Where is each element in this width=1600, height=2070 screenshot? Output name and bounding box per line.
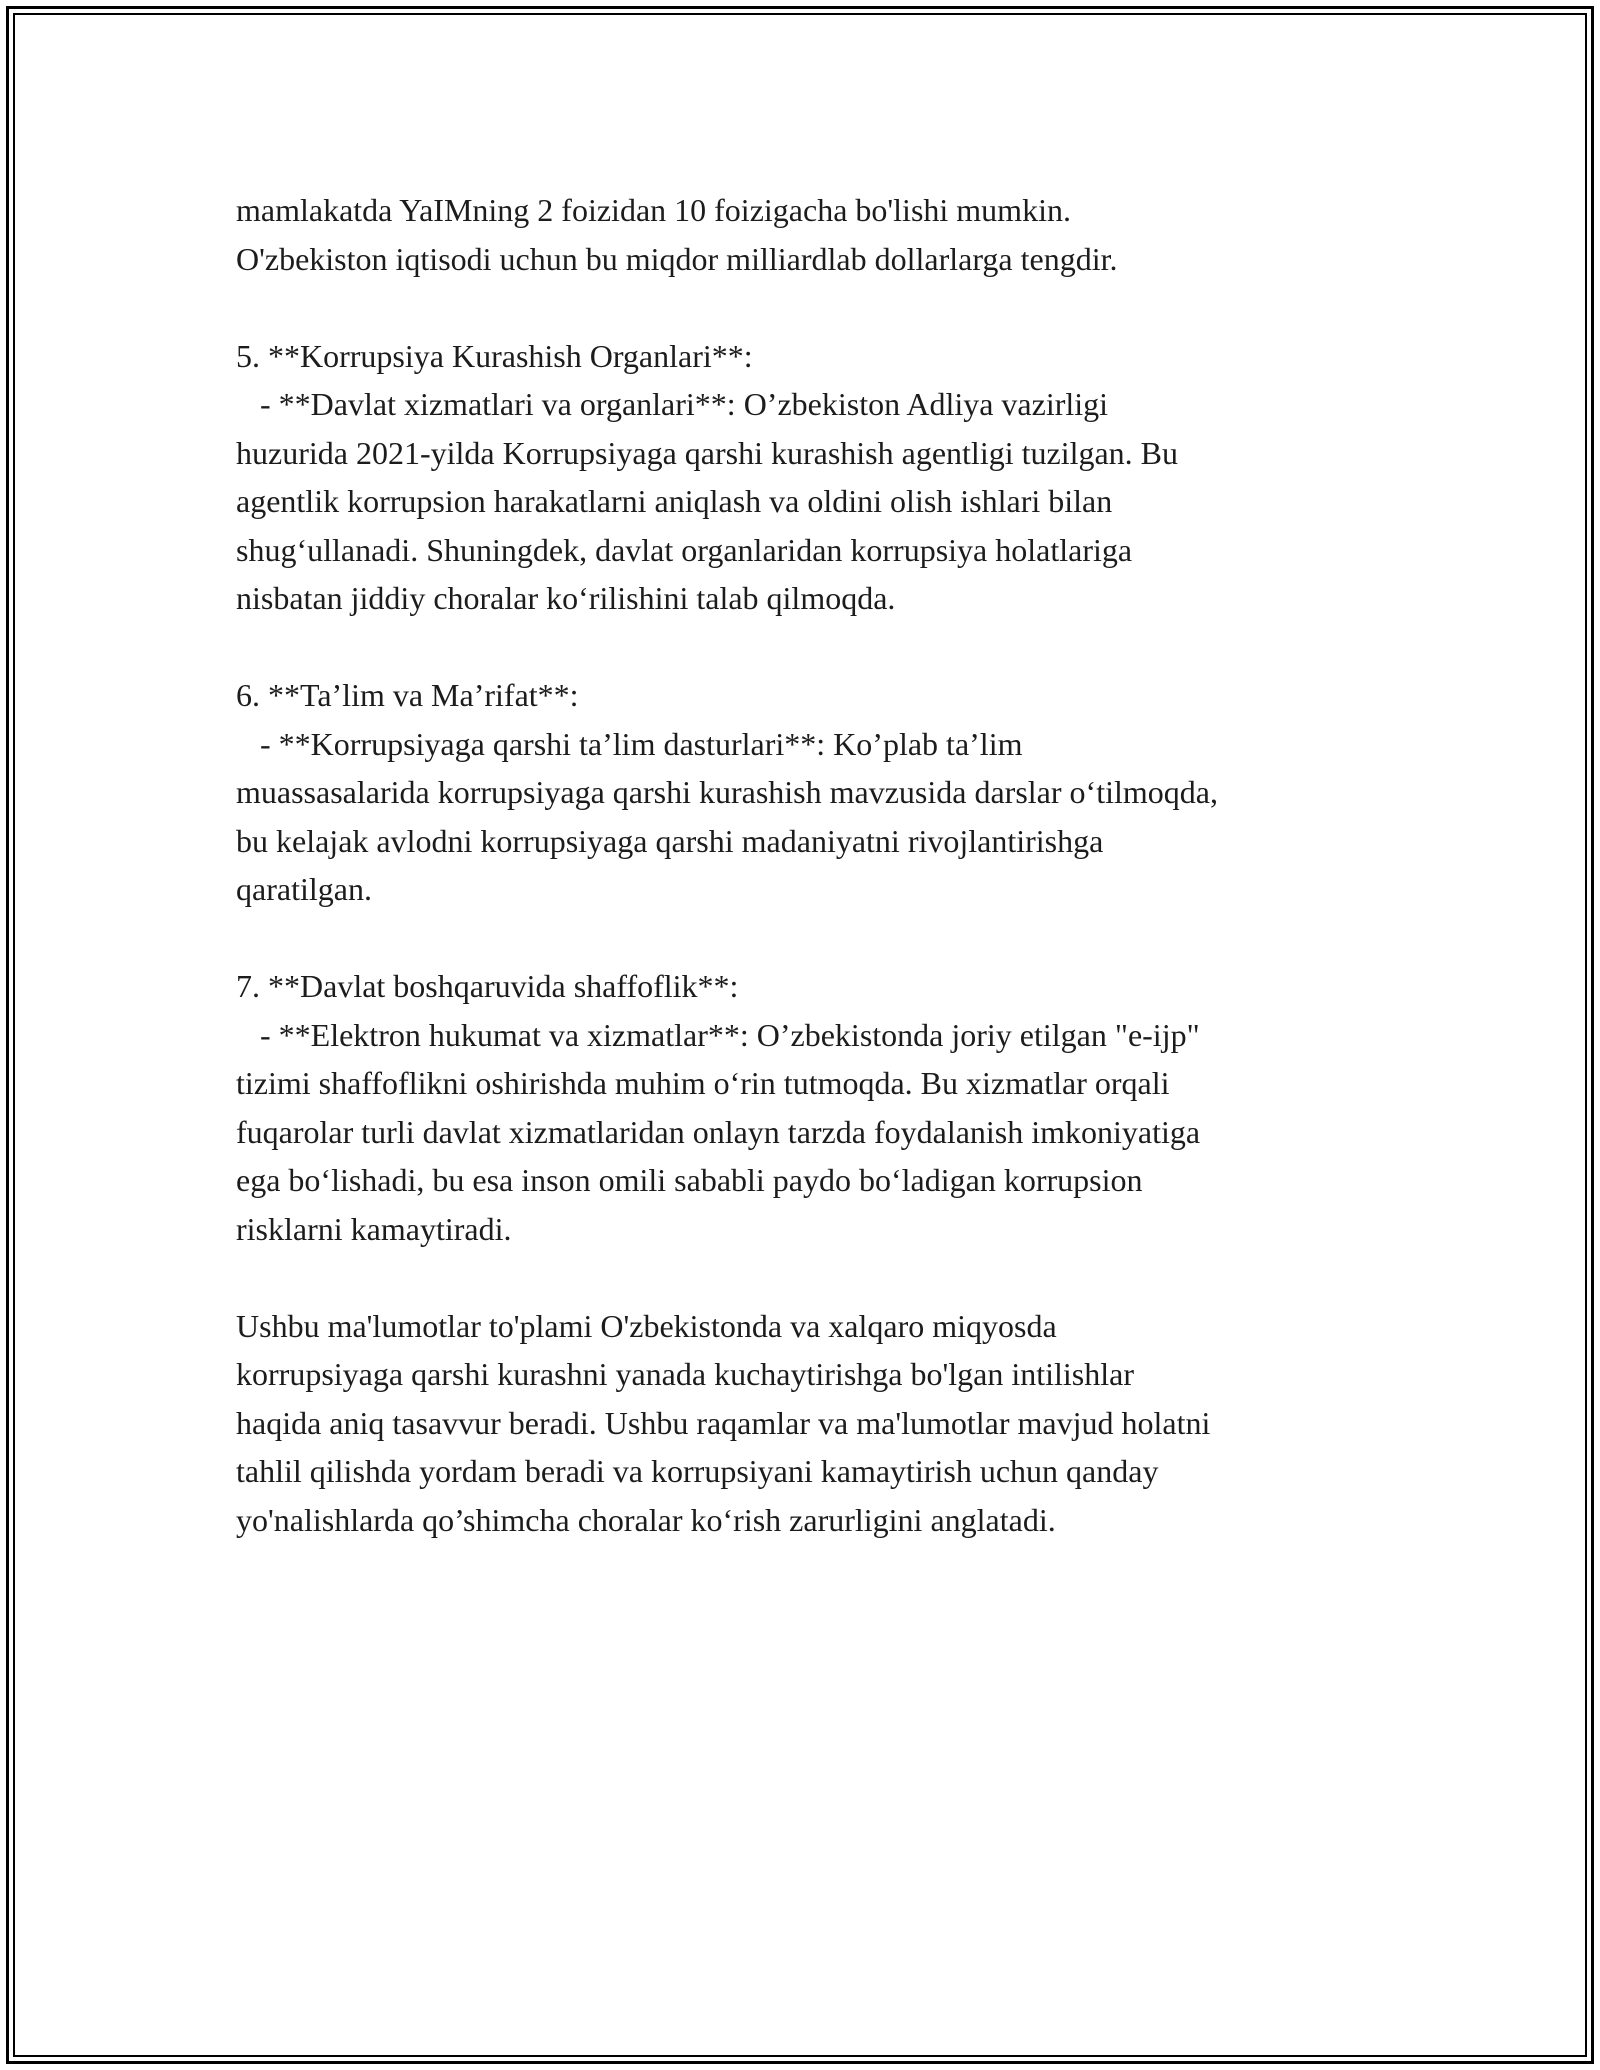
text-line: haqida aniq tasavvur beradi. Ushbu raqamlar va ma'lumotlar mavjud holatni [236,1404,1211,1441]
text-line: agentlik korrupsion harakatlarni aniqlash va oldini olish ishlari bilan [236,483,1113,519]
section-6 [236,671,1396,914]
conclusion-paragraph [236,1302,1396,1545]
paragraph-spacer [236,623,1396,672]
intro-paragraph [236,186,1396,283]
text-line: muassasalarida korrupsiyaga qarshi kurashish mavzusida darslar o‘tilmoqda, [236,774,1218,810]
text-line: - **Davlat xizmatlari va organlari**: O’zbekiston Adliya vazirligi [236,386,1109,422]
text-line: shug‘ullanadi. Shuningdek, davlat organlaridan korrupsiya holatlariga [236,531,1133,568]
text-line: Ushbu ma'lumotlar to'plami O'zbekistonda va xalqaro miqyosda [236,1307,1057,1344]
text-line: tahlil qilishda yordam beradi va korrupsiyani kamaytirish uchun qanday [236,1453,1159,1489]
text-line: risklarni kamaytiradi. [236,1210,512,1247]
section-heading: 6. **Ta’lim va Ma’rifat**: [236,677,579,713]
paragraph-spacer [236,283,1396,332]
text-line: ega bo‘lishadi, bu esa inson omili sababli paydo bo‘ladigan korrupsion [236,1162,1143,1198]
paragraph-spacer [236,1253,1396,1302]
section-heading: 7. **Davlat boshqaruvida shaffoflik**: [236,968,739,1004]
text-line: qaratilgan. [236,871,372,907]
section-5 [236,332,1396,623]
text-line: korrupsiyaga qarshi kurashni yanada kuchaytirishga bo'lgan intilishlar [236,1356,1134,1392]
text-line: - **Elektron hukumat va xizmatlar**: O’zbekistonda joriy etilgan "e-ijp" [236,1016,1200,1053]
section-7 [236,962,1396,1253]
paragraph-spacer [236,914,1396,963]
text-line: tizimi shaffoflikni oshirishda muhim o‘rin tutmoqda. Bu xizmatlar orqali [236,1065,1170,1101]
text-line: nisbatan jiddiy choralar ko‘rilishini talab qilmoqda. [236,580,896,616]
text-line: huzurida 2021-yilda Korrupsiyaga qarshi kurashish agentligi tuzilgan. Bu [236,434,1179,471]
text-line: bu kelajak avlodni korrupsiyaga qarshi madaniyatni rivojlantirishga [236,822,1104,859]
document-body [236,186,1396,1544]
text-line: O'zbekiston iqtisodi uchun bu miqdor milliardlab dollarlarga tengdir. [236,240,1118,277]
section-heading: 5. **Korrupsiya Kurashish Organlari**: [236,337,753,374]
text-line: mamlakatda YaIMning 2 foizidan 10 foizigacha bo'lishi mumkin. [236,192,1071,228]
text-line: fuqarolar turli davlat xizmatlaridan onlayn tarzda foydalanish imkoniyatiga [236,1113,1201,1150]
text-line: - **Korrupsiyaga qarshi ta’lim dasturlari**: Ko’plab ta’lim [236,725,1023,762]
text-line: yo'nalishlarda qo’shimcha choralar ko‘rish zarurligini anglatadi. [236,1501,1056,1538]
